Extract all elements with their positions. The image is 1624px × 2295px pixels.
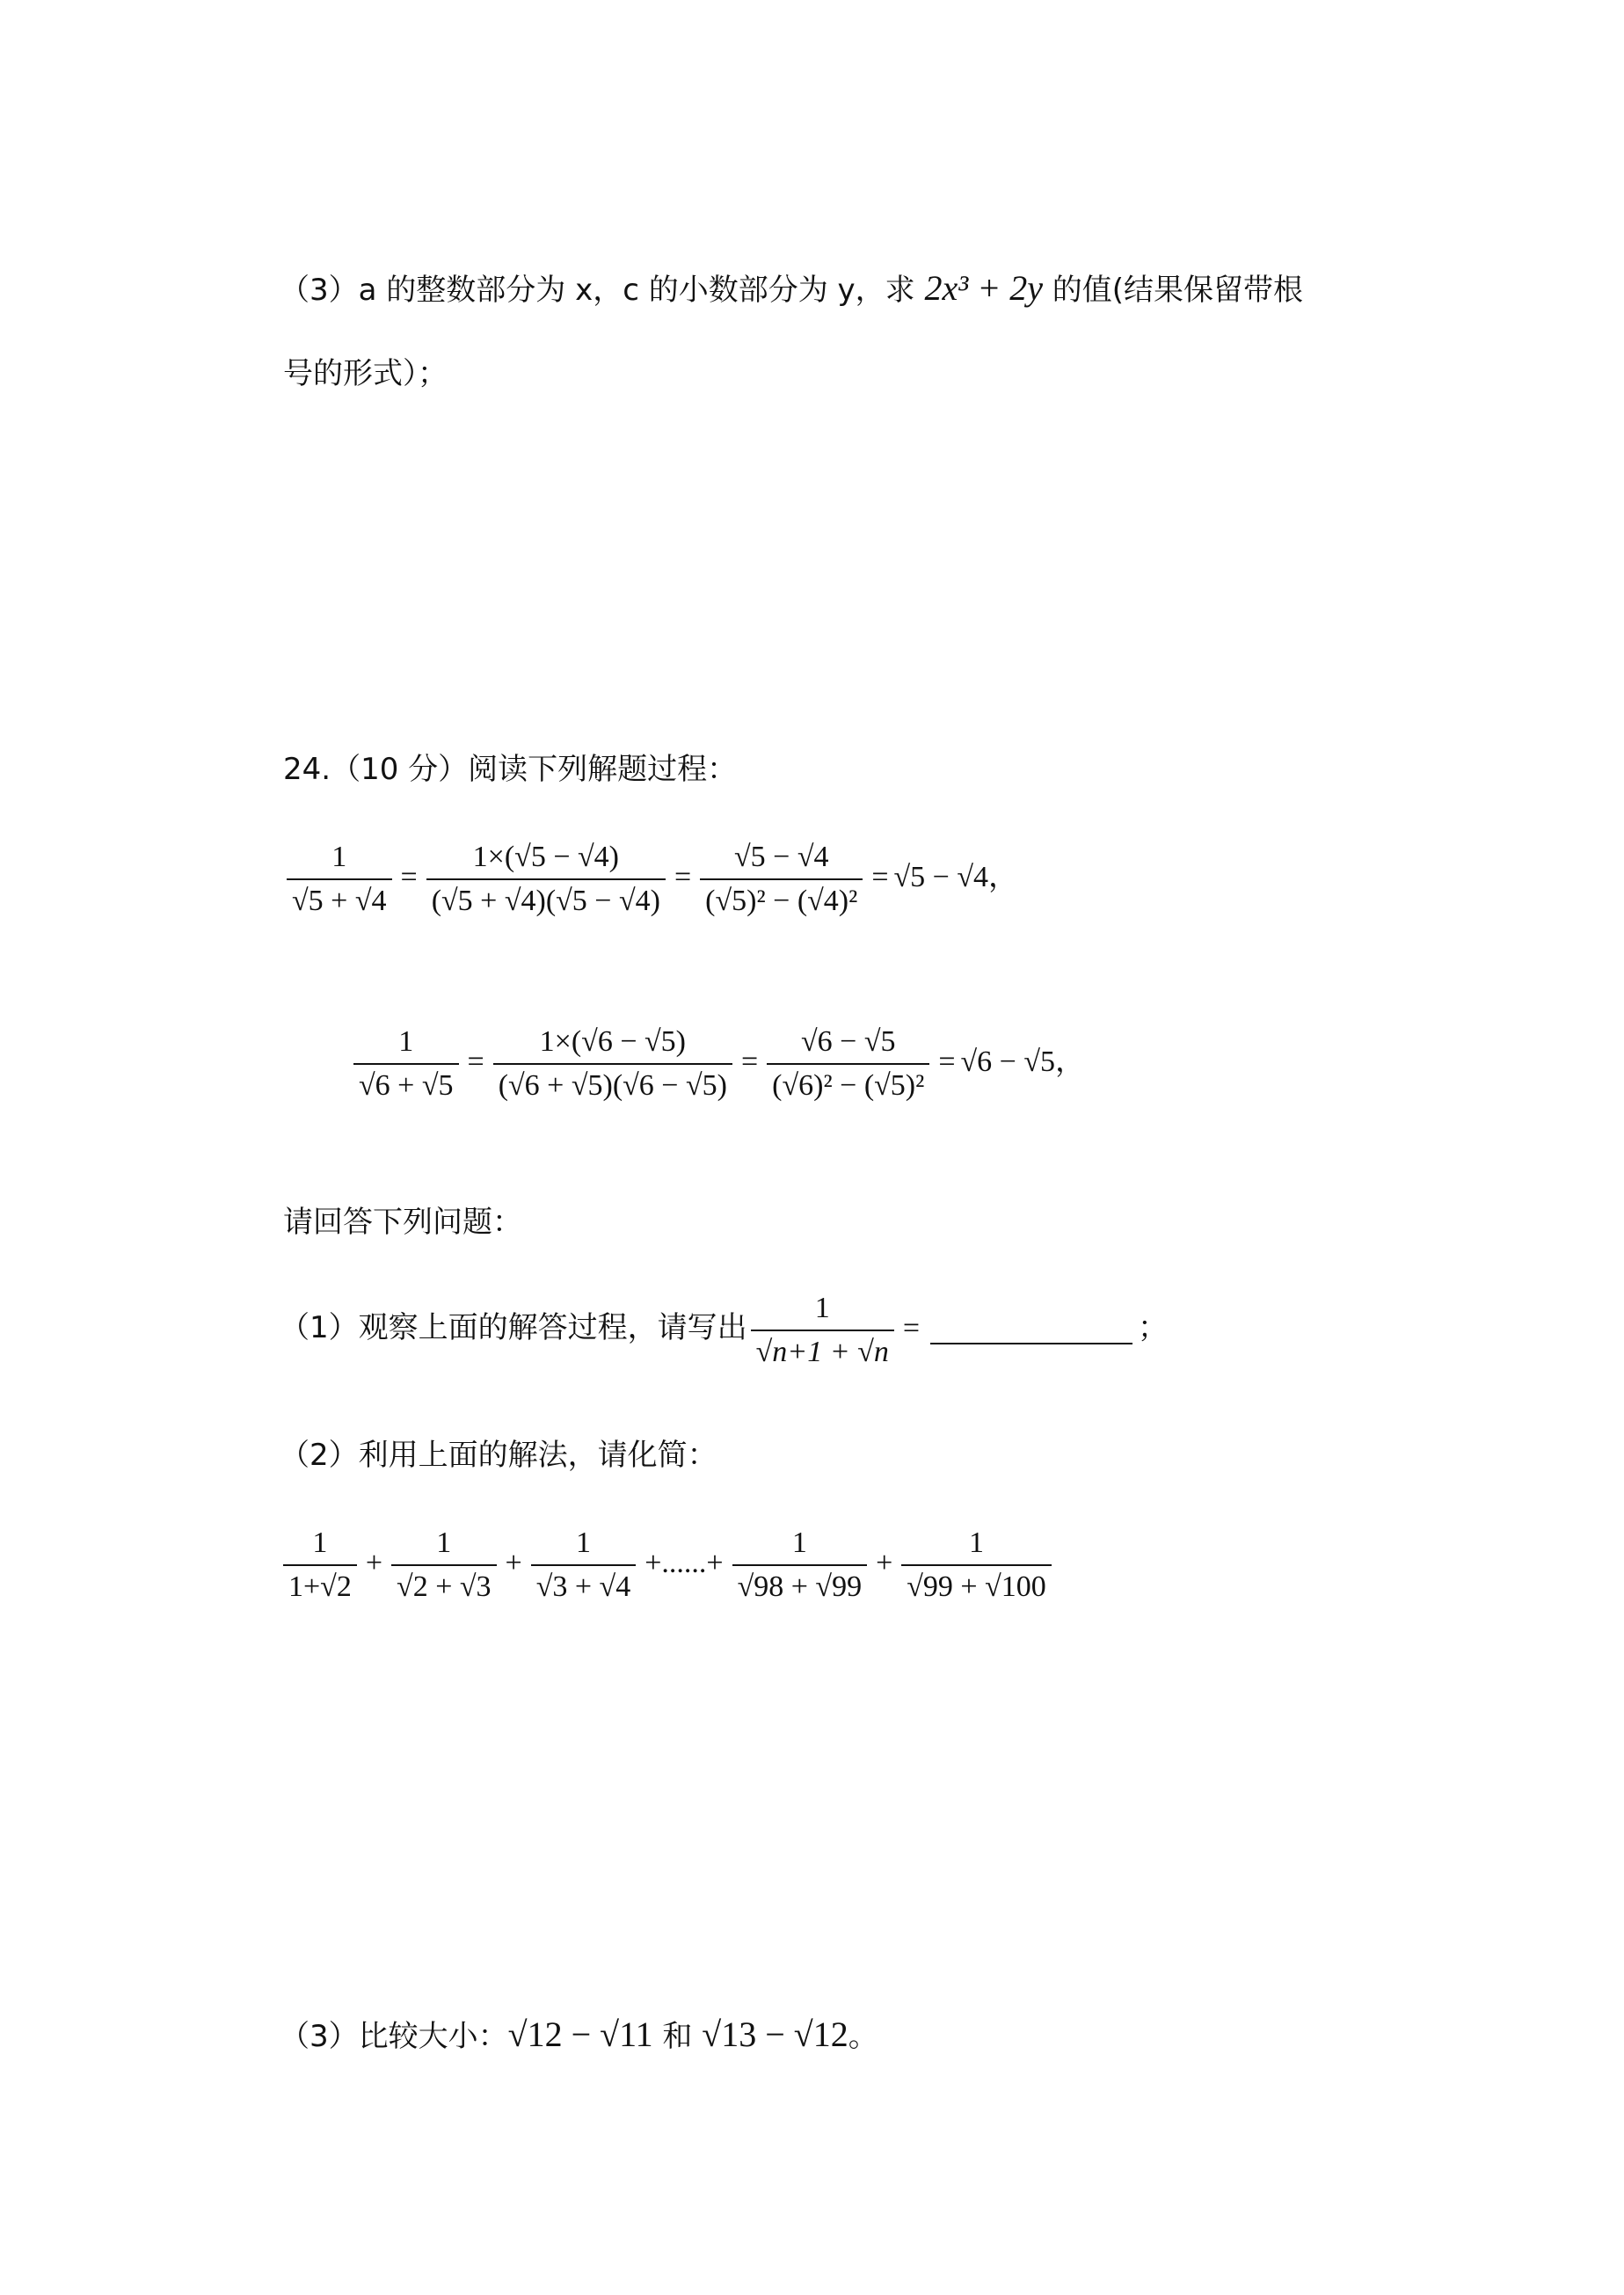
- q23-part3-line2: 号的形式）；: [283, 356, 448, 391]
- eq1-step2-fraction: $\frac{1\times(√5 - √4)}{(√5 + √4)(√5 - √4)}$: [426, 840, 666, 919]
- q24-sum-expression: $\frac{1}{1+√2}$ + $\frac{1}{√2 + √3}$ + $\frac{1}{√3 + √4}$ +......+ $\frac{1}{√98 + √99}$ + $\frac{1}{√99 + √100}$: [280, 1526, 1055, 1605]
- eq1-lhs-fraction: $\frac{1}{√5 + √4}$: [287, 840, 392, 919]
- sum-ellipsis: +......+: [645, 1546, 724, 1579]
- eq1-result: √5 − √4: [893, 860, 989, 893]
- eq1-tail: ，: [988, 860, 1019, 893]
- eq2-result: √6 − √5: [960, 1045, 1056, 1078]
- q24-part3-label: （3）比较大小：: [280, 2019, 508, 2054]
- sum-term: $\frac{1}{√99 + √100}$: [901, 1526, 1052, 1605]
- eq2-step2-fraction: $\frac{1\times(√6 - √5)}{(√6 + √5)(√6 - √5)}$: [493, 1024, 732, 1104]
- part3-expression-2: √13 − √12: [702, 2014, 848, 2054]
- sum-term: $\frac{1}{1+√2}$: [283, 1526, 357, 1605]
- part3-and: 和: [652, 2019, 703, 2054]
- part1-fraction: $\frac{1}{√n+1 + √n}$: [751, 1291, 894, 1370]
- q23-part3-text-b: 的值(结果保留带根: [1042, 273, 1304, 308]
- eq2-lhs-fraction: $\frac{1}{√6 + √5}$: [353, 1024, 459, 1104]
- part3-end: 。: [848, 2019, 878, 2054]
- part1-answer-blank[interactable]: [930, 1316, 1132, 1344]
- q24-example-equation-1: $\frac{1}{√5 + √4}$ = $\frac{1\times(√5 - √4)}{(√5 + √4)(√5 - √4)}$ = $\frac{√5 - √4}{\text{(√5)² − (√4)²}}$ = √5 − √4，: [283, 840, 1018, 919]
- eq2-tail: ，: [1055, 1045, 1086, 1078]
- sum-term: $\frac{1}{√98 + √99}$: [732, 1526, 868, 1605]
- q23-part3-line1: [280, 268, 1304, 308]
- part3-expression-1: √12 − √11: [507, 2014, 653, 2054]
- sum-term: $\frac{1}{√3 + √4}$: [531, 1526, 637, 1605]
- q24-part1: （1）观察上面的解答过程，请写出 $\frac{1}{√n+1 + √n}$ = ；: [280, 1292, 1169, 1368]
- eq2-step3-fraction: $\frac{√6 - √5}{\text{(√6)² − (√5)²}}$: [767, 1024, 929, 1104]
- q23-part3-expression: 2x³ + 2y: [924, 268, 1043, 308]
- q24-header: 24.（10 分）阅读下列解题过程：: [283, 752, 738, 787]
- q23-part3-text-a: a 的整数部分为 x，c 的小数部分为 y，求: [358, 273, 925, 308]
- q24-part1-label: （1）观察上面的解答过程，请写出: [280, 1309, 747, 1345]
- part1-tail: ；: [1138, 1309, 1169, 1345]
- q24-example-equation-2: $\frac{1}{√6 + √5}$ = $\frac{1\times(√6 - √5)}{(√6 + √5)(√6 - √5)}$ = $\frac{√6 - √5}{\text{(√6)² − (√5)²}}$ = √6 − √5，: [350, 1024, 1085, 1104]
- q24-prompt: 请回答下列问题：: [283, 1205, 522, 1240]
- q23-part3-label: （3）: [280, 273, 359, 308]
- sum-term: $\frac{1}{√2 + √3}$: [391, 1526, 497, 1605]
- q24-part2-label: （2）利用上面的解法，请化简：: [280, 1438, 717, 1473]
- eq1-step3-fraction: $\frac{√5 - √4}{\text{(√5)² − (√4)²}}$: [700, 840, 863, 919]
- q24-part3: [280, 2014, 878, 2055]
